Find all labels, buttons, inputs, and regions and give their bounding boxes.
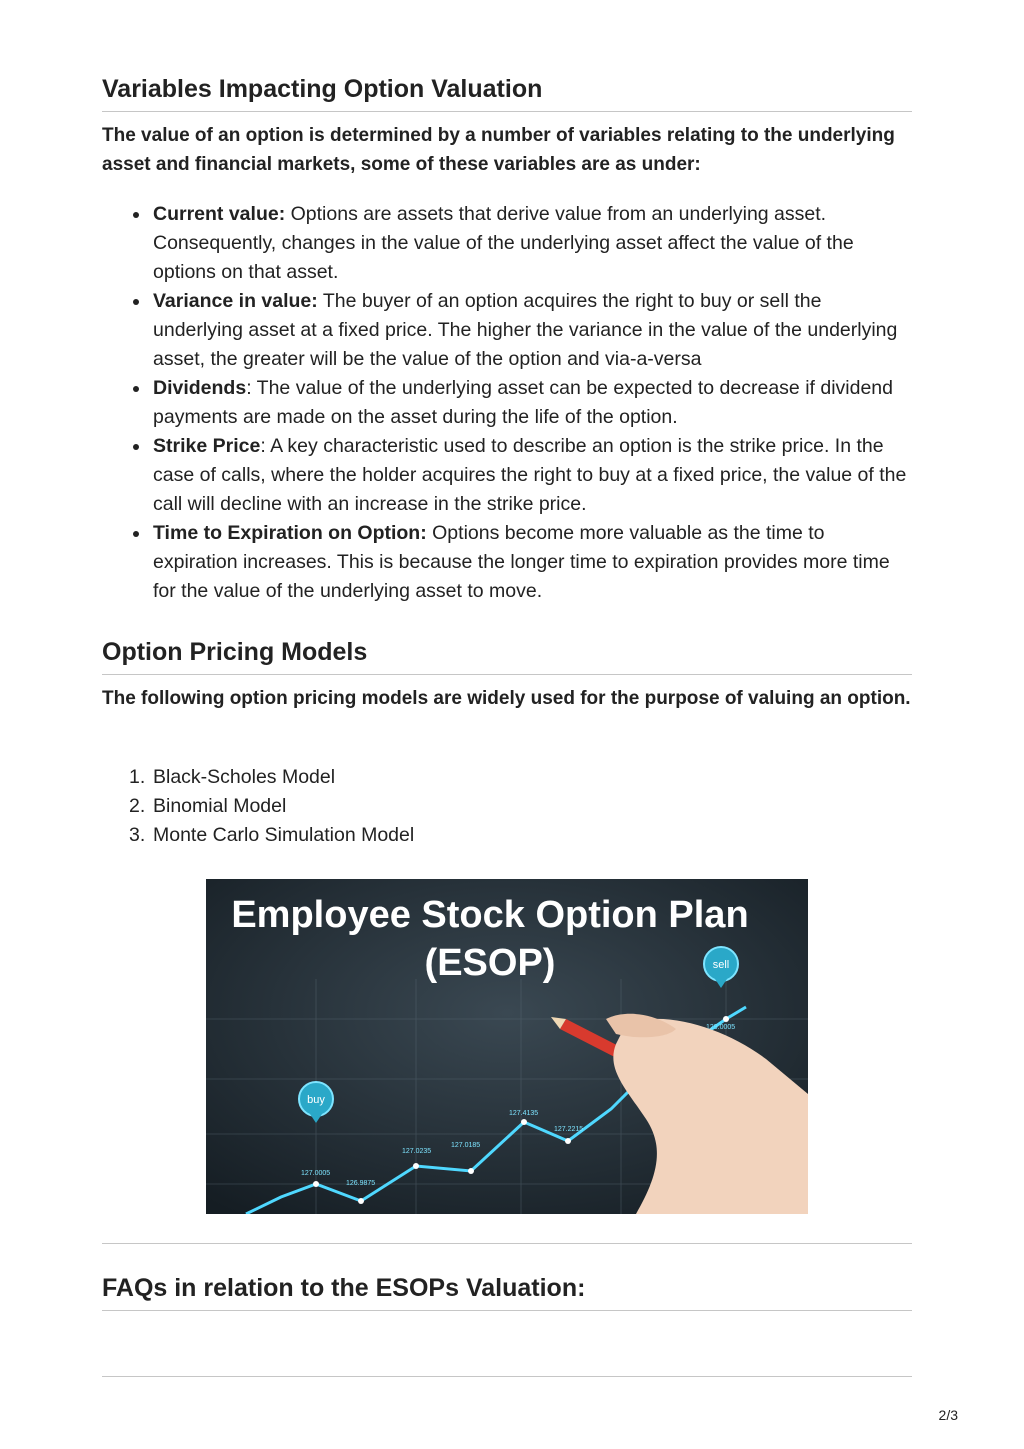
list-item-term: Variance in value: (153, 290, 318, 312)
models-list (102, 763, 912, 850)
list-item (102, 432, 912, 519)
list-item-text: The buyer of an option acquires the right to buy or sell the underlying asset at a fixed price. The higher the variance in the value of the underlying asset, the greater will be the value of the option and via-a-versa (153, 290, 898, 370)
page-number: 2/3 (938, 1407, 958, 1423)
heading-divider (102, 1310, 912, 1311)
illustration-title: Employee Stock Option Plan (231, 894, 749, 936)
list-item-text: Options become more valuable as the time to expiration increases. This is because the longer time to expiration provides more time for the value of the underlying asset to move. (153, 522, 890, 602)
illustration-subtitle: (ESOP) (424, 942, 556, 984)
list-number: 1. (129, 766, 146, 788)
sell-label: sell (712, 959, 730, 971)
list-item-text: : A key characteristic used to describe an option is the strike price. In the case of calls, where the holder acquires the right to buy at a fixed price, the value of the call will decline with an increase in the strike price. (153, 435, 907, 515)
list-item (102, 763, 912, 792)
section-intro: The value of an option is determined by a number of variables relating to the underlying asset and financial markets, some of these variables are as under: (102, 125, 895, 175)
price-label: 129.0005 (706, 1024, 736, 1031)
list-item (102, 519, 912, 606)
section-intro: The following option pricing models are widely used for the purpose of valuing an option. (102, 688, 911, 709)
section-heading-variables: Variables Impacting Option Valuation (102, 75, 543, 103)
list-item (102, 200, 912, 287)
faq-divider (102, 1376, 912, 1377)
section-heading-pricing-models: Option Pricing Models (102, 638, 368, 666)
section-divider (102, 1243, 912, 1244)
buy-label: buy (307, 1094, 325, 1106)
esop-illustration (206, 879, 808, 1214)
list-number: 2. (129, 795, 146, 817)
list-item-term: Strike Price (153, 435, 261, 457)
bullet-icon (133, 212, 139, 218)
price-label: 126.9875 (346, 1180, 376, 1187)
list-item-text: Black-Scholes Model (153, 766, 336, 788)
bullet-icon (133, 386, 139, 392)
list-number: 3. (129, 824, 146, 846)
price-label: 127.0005 (301, 1170, 331, 1177)
list-item-text: Monte Carlo Simulation Model (153, 824, 415, 846)
list-item-text: Options are assets that derive value from an underlying asset. Consequently, changes in the value of the underlying asset affect the value of the options on that asset. (153, 203, 854, 283)
list-item-term: Current value: (153, 203, 286, 225)
list-item (102, 821, 912, 850)
list-item (102, 792, 912, 821)
variables-list (102, 200, 912, 606)
list-item-term: Dividends (153, 377, 247, 399)
list-item-text: Binomial Model (153, 795, 287, 817)
list-item-term: Time to Expiration on Option: (153, 522, 427, 544)
heading-divider (102, 111, 912, 112)
bullet-icon (133, 299, 139, 305)
price-label: 127.0235 (402, 1148, 432, 1155)
section-heading-faqs: FAQs in relation to the ESOPs Valuation: (102, 1274, 586, 1302)
list-item (102, 374, 912, 432)
bullet-icon (133, 444, 139, 450)
price-label: 127.4135 (509, 1110, 539, 1117)
list-item-text: : The value of the underlying asset can be expected to decrease if dividend payments are made on the asset during the life of the option. (153, 377, 894, 428)
bullet-icon (133, 531, 139, 537)
price-label: 127.0185 (451, 1142, 481, 1149)
list-item (102, 287, 912, 374)
price-label: 127.2215 (554, 1126, 584, 1133)
heading-divider (102, 674, 912, 675)
